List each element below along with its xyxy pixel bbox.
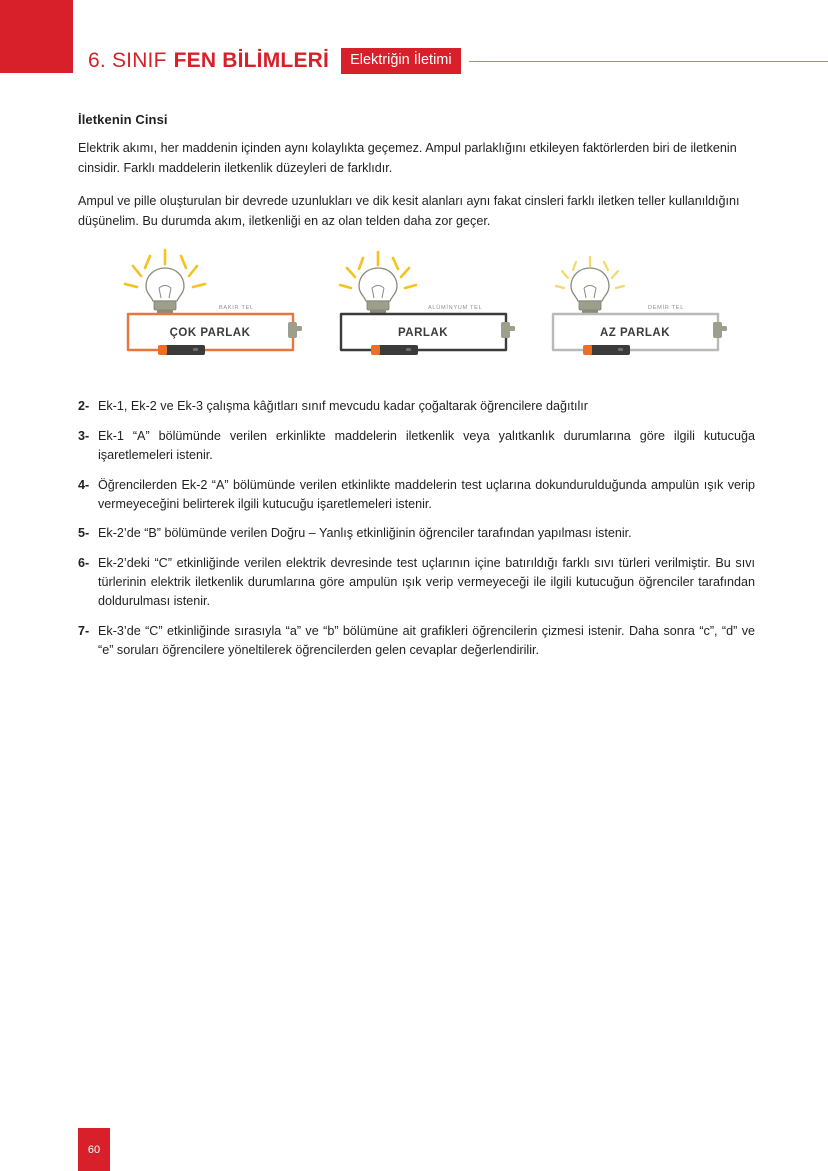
paragraph-1: Elektrik akımı, her maddenin içinden aynı kolaylıkta geçemez. Ampul parlaklığını etkileyen faktörlerden biri de iletkenin cinsidir. Farklı maddelerin iletkenlik düzeyleri de farklıdır.	[78, 141, 737, 175]
list-item	[78, 554, 755, 611]
page-number: 60	[87, 1143, 101, 1156]
step-number: 2-	[78, 399, 90, 413]
battery-icon-1	[158, 345, 205, 355]
light-bulb-icon	[359, 268, 397, 314]
paragraph-2: Ampul ve pille oluşturulan bir devrede uzunlukları ve dik kesit alanları aynı fakat cinsleri farklı iletken teller kullanıldığını düşünelim. Bu durumda akım, iletkenliği en az olan telden daha zor geçer.	[78, 194, 740, 228]
step-number: 6-	[78, 556, 90, 571]
instruction-step-list	[78, 397, 755, 671]
wire-label-3: DEMİR TEL	[648, 305, 685, 311]
step-text: Öğrencilerden Ek-2 “A” bölümünde verilen etkinlikte maddelerin test uçlarına dokundurulduğunda ampulün ışık verip vermeyeceğini belirterek ilgili kutucuğu işaretlemeleri istenir.	[98, 477, 755, 511]
step-text: Ek-2’deki “C” etkinliğinde verilen elektrik devresinde test uçlarının içine batırıldığı farklı sıvı türleri verilmiştir. Bu sıvı türlerinin elektrik iletkenlik durumlarına göre ampulün ışık verip vermeyeceği ile ilgili kutucuğun öğrenciler tarafından doldurulması istenir.	[98, 556, 755, 609]
brightness-label-3: AZ PARLAK	[599, 327, 671, 339]
step-number: 3-	[78, 428, 90, 443]
brightness-label-2: PARLAK	[397, 327, 449, 339]
section-title: İletkenin Cinsi	[78, 112, 168, 127]
list-item	[78, 397, 755, 416]
circuit-connector-icon-2	[501, 322, 515, 338]
circuit-diagram-2	[316, 246, 531, 361]
header-topic-badge: Elektriğin İletimi	[341, 48, 461, 74]
circuit-connector-icon-1	[288, 322, 302, 338]
step-text: Ek-2’de “B” bölümünde verilen Doğru – Yanlış etkinliğinin öğrenciler tarafından yapılması istenir.	[98, 526, 632, 541]
circuit-diagram-1	[103, 246, 318, 361]
list-item	[78, 476, 755, 514]
step-text: Ek-1 “A” bölümünde verilen erkinlikte maddelerin iletkenlik veya yalıtkanlık durumlarına göre ilgili kutucuğa işaretlemeleri istenir.	[98, 428, 755, 462]
brightness-label-1: ÇOK PARLAK	[169, 327, 251, 339]
battery-icon-2	[371, 345, 418, 355]
list-item	[78, 427, 755, 465]
intro-content	[78, 112, 750, 245]
list-item	[78, 524, 755, 543]
header-rule	[469, 61, 828, 62]
light-bulb-icon	[146, 268, 184, 314]
page-header	[88, 44, 828, 78]
circuit-diagram-3	[528, 246, 743, 361]
step-number: 7-	[78, 624, 90, 639]
page-number-tab	[78, 1128, 110, 1171]
wire-label-1: BAKIR TEL	[219, 305, 254, 311]
circuit-svg-3	[528, 246, 743, 361]
circuit-svg-1	[103, 246, 318, 361]
header-grade: 6. SINIF	[88, 49, 167, 72]
wire-label-2: ALÜMİNYUM TEL	[428, 305, 483, 311]
circuit-svg-2	[316, 246, 531, 361]
header-subject: FEN BİLİMLERİ	[173, 49, 330, 72]
corner-accent-block	[0, 0, 73, 73]
circuit-illustration-group	[78, 246, 750, 361]
step-text: Ek-3’de “C” etkinliğinde sırasıyla “a” ve “b” bölümüne ait grafikleri öğrencilerin çizmesi istenir. Daha sonra “c”, “d” ve “e” soruları öğrencilere yöneltilerek öğrencilerden gelen cevaplar değerlendirilir.	[98, 624, 755, 657]
step-number: 5-	[78, 526, 90, 541]
list-item	[78, 622, 755, 660]
battery-icon-3	[583, 345, 630, 355]
circuit-connector-icon-3	[713, 322, 727, 338]
light-bulb-icon	[571, 268, 609, 314]
step-number: 4-	[78, 477, 90, 492]
step-text: Ek-1, Ek-2 ve Ek-3 çalışma kâğıtları sınıf mevcudu kadar çoğaltarak öğrencilere dağıtılır	[98, 399, 588, 413]
